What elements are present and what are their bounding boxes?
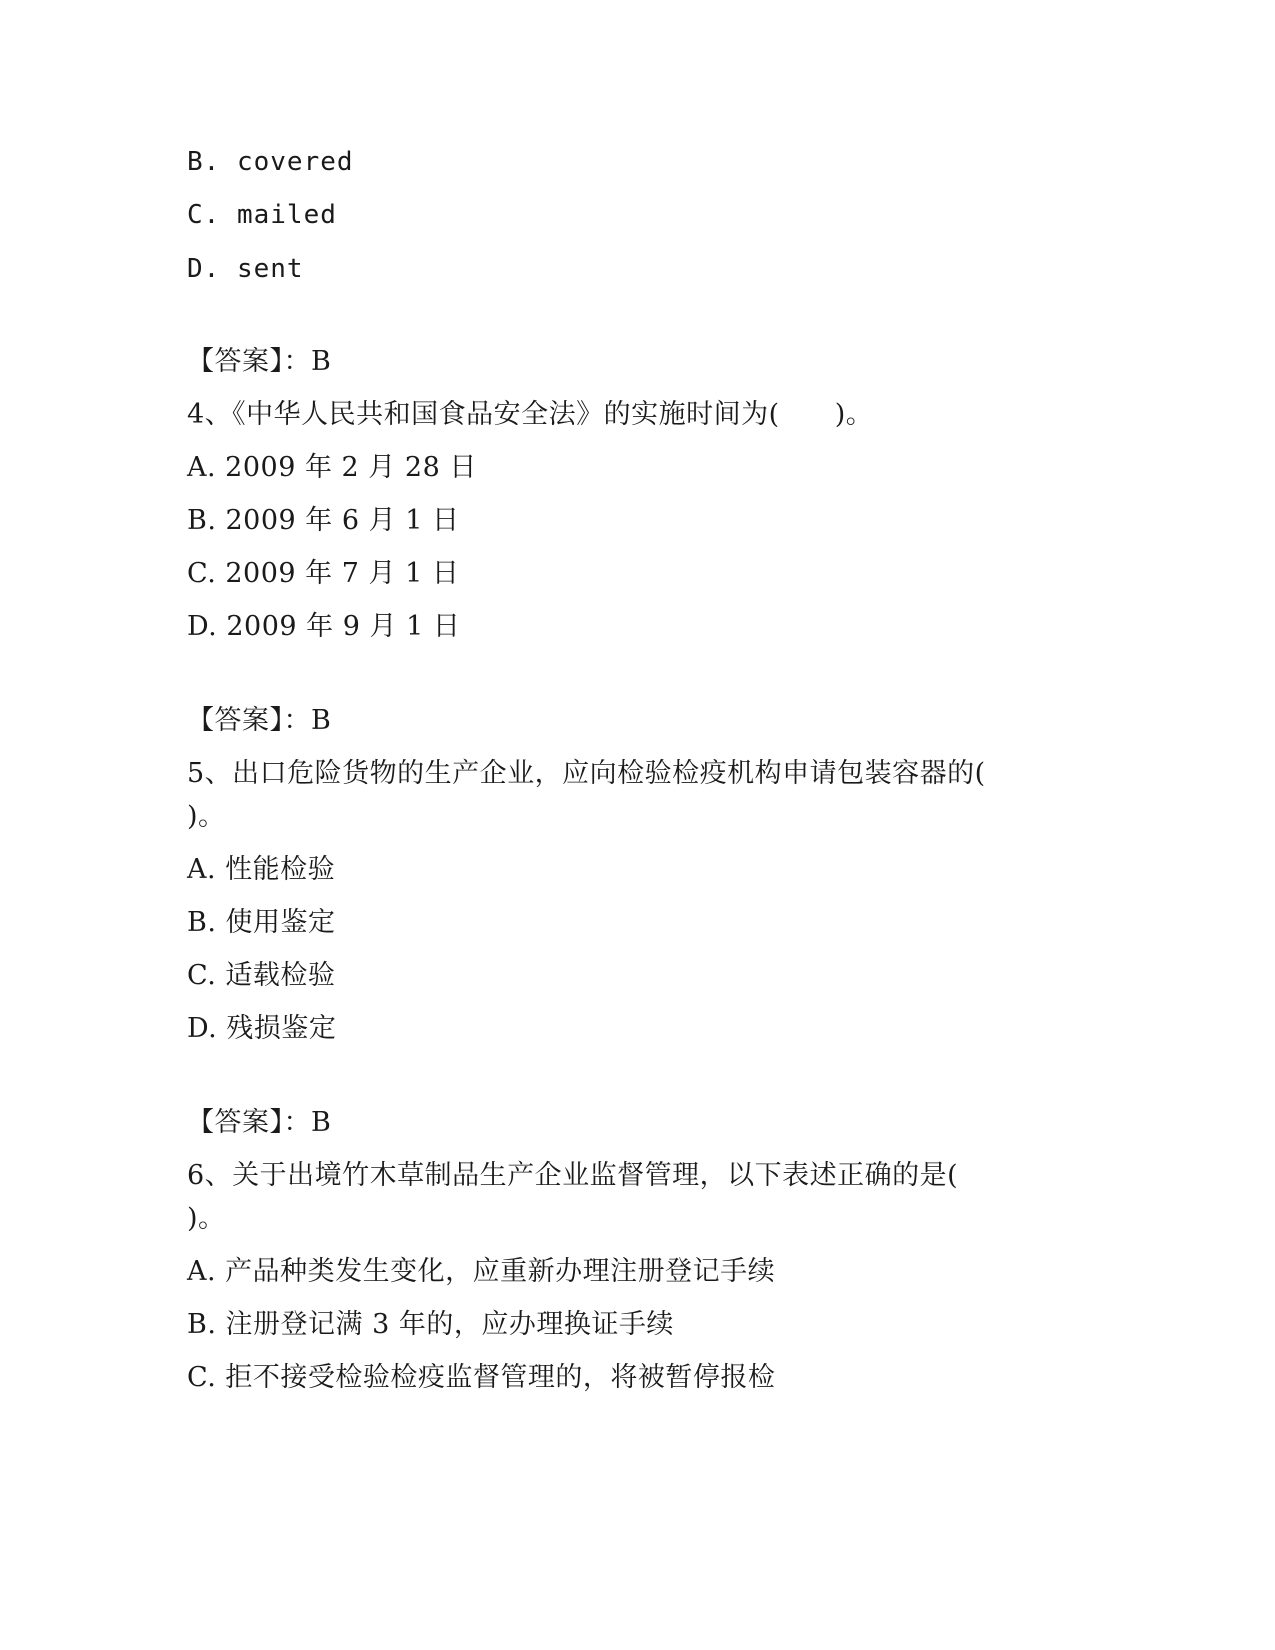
question-5-stem-line1: 5、出口危险货物的生产企业，应向检验检疫机构申请包装容器的( — [187, 758, 986, 789]
option-b: B. covered — [187, 147, 354, 177]
question-6-option-c: C. 拒不接受检验检疫监督管理的，将被暂停报检 — [187, 1362, 776, 1393]
question-4-option-a: A. 2009 年 2 月 28 日 — [187, 452, 477, 483]
question-5-option-c: C. 适载检验 — [187, 960, 336, 991]
question-4-option-b: B. 2009 年 6 月 1 日 — [187, 505, 460, 536]
question-6-option-b: B. 注册登记满 3 年的，应办理换证手续 — [187, 1309, 674, 1340]
question-5-stem-line2: )。 — [187, 801, 226, 832]
question-5-answer: 【答案】：B — [187, 1107, 332, 1138]
question-5-option-b: B. 使用鉴定 — [187, 907, 336, 938]
question-4-option-c: C. 2009 年 7 月 1 日 — [187, 558, 460, 589]
question-4-answer: 【答案】：B — [187, 705, 332, 736]
option-d: D. sent — [187, 254, 304, 284]
question-6-option-a: A. 产品种类发生变化，应重新办理注册登记手续 — [187, 1256, 776, 1287]
question-6-stem-line2: )。 — [187, 1203, 226, 1234]
question-5-option-a: A. 性能检验 — [187, 854, 336, 885]
option-c: C. mailed — [187, 200, 337, 230]
question-4-option-d: D. 2009 年 9 月 1 日 — [187, 611, 461, 642]
answer-line: 【答案】：B — [187, 346, 332, 377]
question-4-stem: 4、《中华人民共和国食品安全法》的实施时间为( )。 — [187, 399, 874, 430]
question-6-stem-line1: 6、关于出境竹木草制品生产企业监督管理，以下表述正确的是( — [187, 1160, 959, 1191]
question-5-option-d: D. 残损鉴定 — [187, 1013, 337, 1044]
